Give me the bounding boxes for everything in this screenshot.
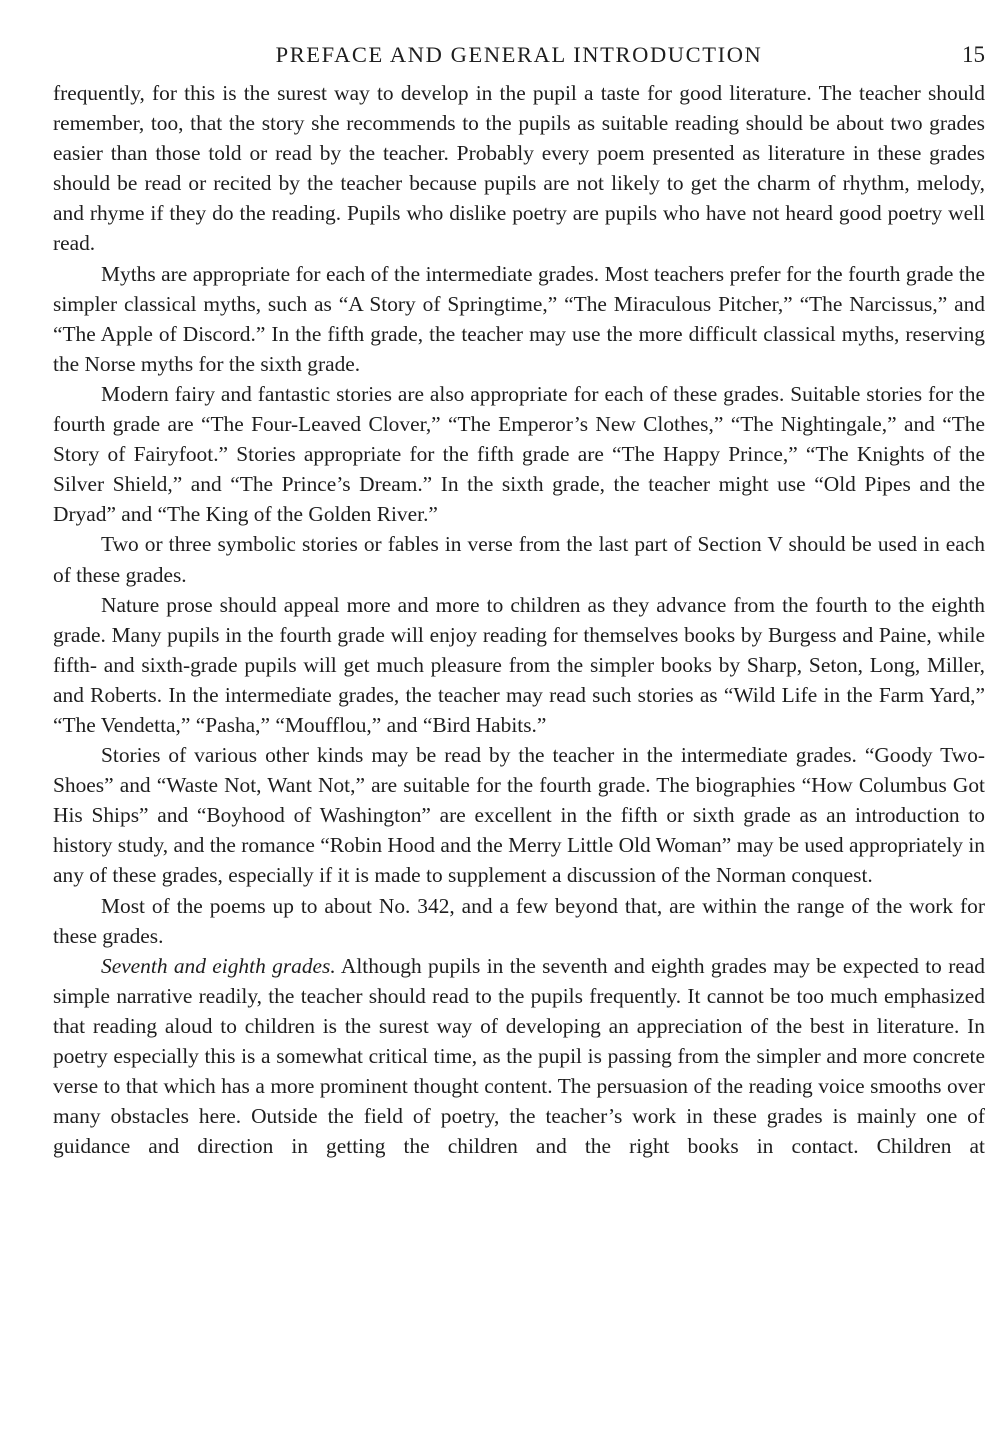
paragraph-seventh-eighth-text: Although pupils in the seventh and eighth grades may be expected to read simple narrative readily, the teacher should read to the pupils frequently. It cannot be too much emphasized that reading aloud to children is the surest way of developing an appreciation of the best in literature. In poetry especially this is a somewhat critical time, as the pupil is passing from the simpler and more concrete verse to that which has a more prominent thought content. The persuasion of the reading voice smooths over many obstacles here. Outside the field of poetry, the teacher’s work in these grades is mainly one of guidance and direction in getting the children and the right books in contact. Children at <box>53 953 985 1159</box>
paragraph-other-stories: Stories of various other kinds may be read by the teacher in the intermediate grades. “Goody Two-Shoes” and “Waste Not, Want Not,” are suitable for the fourth grade. The biographies “How Columbus Got His Ships” and “Boyhood of Washington” are excellent in the fifth or sixth grade as an introduction to history study, and the romance “Robin Hood and the Merry Little Old Woman” may be used appropriately in any of these grades, especially if it is made to supplement a discussion of the Norman conquest. <box>53 743 985 888</box>
paragraph-fairy-stories: Modern fairy and fantastic stories are also appropriate for each of these grades. Suitable stories for the fourth grade are “The Four-Leaved Clover,” “The Emperor’s New Clothes,” “The Nightingale,” and “The Story of Fairyfoot.” Stories appropriate for the fifth grade are “The Happy Prince,” “The Knights of the Silver Shield,” and “The Prince’s Dream.” In the sixth grade, the teacher might use “Old Pipes and the Dryad” and “The King of the Golden River.” <box>53 381 985 527</box>
running-title: PREFACE AND GENERAL INTRODUCTION <box>275 42 763 67</box>
paragraph-symbolic-stories: Two or three symbolic stories or fables in verse from the last part of Section V should be used in each of these grades. <box>53 532 985 587</box>
paragraph-nature-prose: Nature prose should appeal more and more to children as they advance from the fourth to the eighth grade. Many pupils in the fourth grade will enjoy reading for themselves books by Burgess and Paine, while fifth- and sixth-grade pupils will get much pleasure from the simpler books by Sharp, Seton, Long, Miller, and Roberts. In the intermediate grades, the teacher may read such stories as “Wild Life in the Farm Yard,” “The Vendetta,” “Pasha,” “Moufflou,” and “Bird Habits.” <box>53 592 985 737</box>
page-number: 15 <box>962 42 985 67</box>
paragraph-continuation: frequently, for this is the surest way to develop in the pupil a taste for good literature. The teacher should remember, too, that the story she recommends to the pupils as suitable reading should be about two grades easier than those told or read by the teacher. Probably every poem presented as literature in these grades should be read or recited by the teacher because pupils are not likely to get the charm of rhythm, melody, and rhyme if they do the reading. Pupils who dislike poetry are pupils who have not heard good poetry well read. <box>53 81 985 256</box>
book-page <box>53 38 985 1161</box>
paragraph-seventh-eighth-grades <box>53 951 985 1162</box>
body-text <box>53 78 985 1161</box>
paragraph-myths: Myths are appropriate for each of the intermediate grades. Most teachers prefer for the fourth grade the simpler classical myths, such as “A Story of Springtime,” “The Miraculous Pitcher,” “The Narcissus,” and “The Apple of Discord.” In the fifth grade, the teacher may use the more difficult classical myths, reserving the Norse myths for the sixth grade. <box>53 261 985 376</box>
run-in-heading: Seventh and eighth grades. <box>101 953 336 978</box>
paragraph-poems-range: Most of the poems up to about No. 342, and a few beyond that, are within the range of the work for these grades. <box>53 893 985 948</box>
running-head <box>53 38 985 78</box>
